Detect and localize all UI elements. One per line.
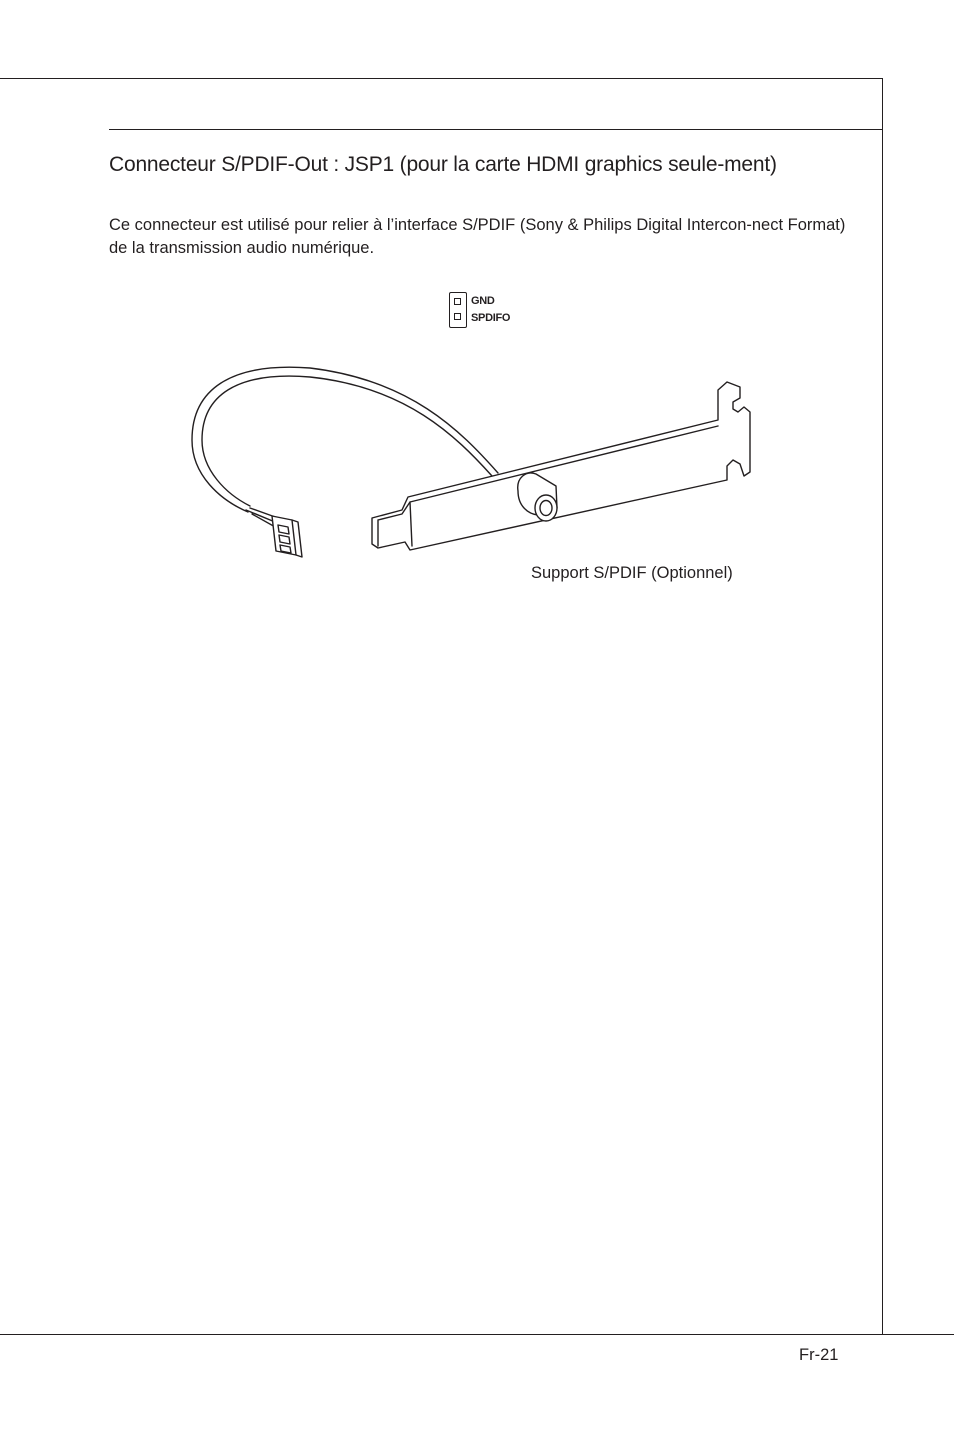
- pin-1-square: [454, 298, 461, 305]
- section-title: Connecteur S/PDIF-Out : JSP1 (pour la carte HDMI graphics seule-ment): [109, 153, 777, 176]
- page-number: Fr-21: [799, 1346, 839, 1364]
- section-description: Ce connecteur est utilisé pour relier à l’interface S/PDIF (Sony & Philips Digital Intercon-nect Format) de la transmission audio numérique.: [109, 216, 846, 257]
- top-border-rule: [0, 78, 883, 79]
- jsp1-pin-header: [449, 292, 467, 328]
- spdif-bracket-illustration: [180, 360, 770, 560]
- bracket-plate: [372, 382, 750, 550]
- bottom-border-rule: [0, 1334, 954, 1335]
- three-pin-connector: [272, 516, 302, 557]
- pin-label-gnd: GND: [471, 295, 495, 307]
- bracket-caption: Support S/PDIF (Optionnel): [531, 564, 733, 582]
- section-divider-rule: [109, 129, 883, 130]
- pin-label-spdifo: SPDIFO: [471, 312, 511, 324]
- pin-2-square: [454, 313, 461, 320]
- right-border-rule: [882, 78, 883, 1335]
